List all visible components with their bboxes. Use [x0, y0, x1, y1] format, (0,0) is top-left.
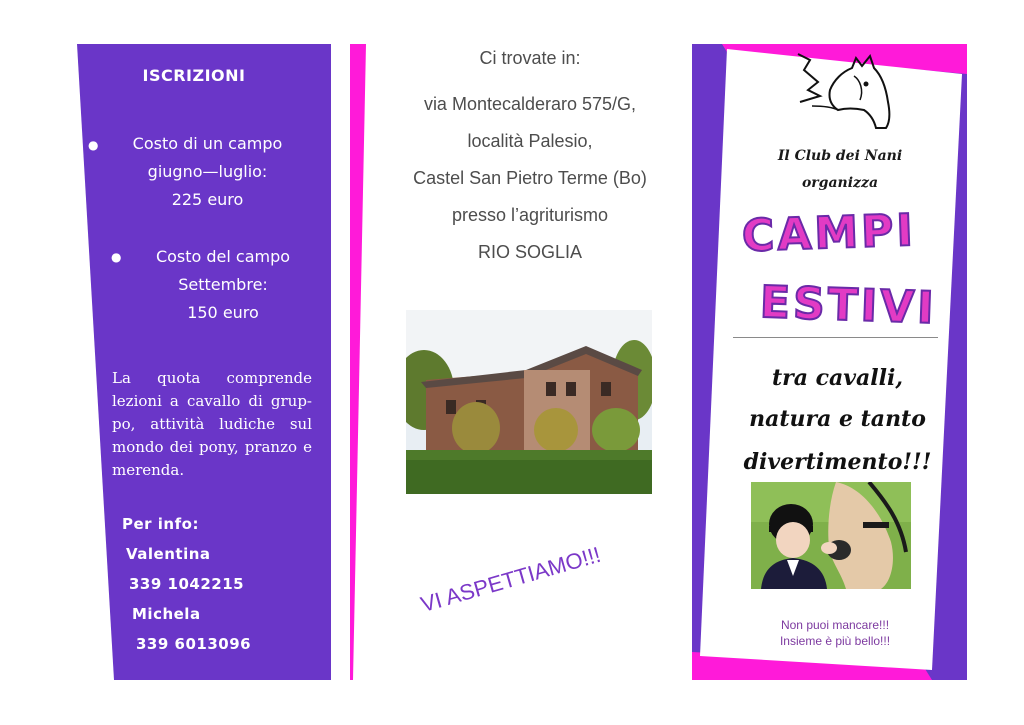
address-line-3: Castel San Pietro Terme (Bo) [413, 168, 647, 188]
bullet-icon: ● [111, 250, 122, 264]
tagline-line1: tra cavalli, [771, 365, 904, 391]
club-organizes: organizza [801, 175, 879, 191]
tagline-line3: divertimento!!! [743, 449, 932, 475]
contact-phone-2: 339 6013096 [136, 635, 252, 653]
registrations-title: ISCRIZIONI [142, 66, 246, 85]
contact-name-2: Michela [132, 605, 201, 623]
cost-september-line1: Costo del campo [155, 247, 291, 266]
cost-summer-line1: Costo di un campo [132, 134, 283, 153]
bullet-icon: ● [88, 138, 99, 152]
cost-september [118, 243, 328, 327]
address-line-5: RIO SOGLIA [477, 242, 583, 262]
title-estivi: ESTIVI [759, 276, 938, 335]
middle-magenta-stripe [350, 44, 366, 680]
cost-summer-price: 225 euro [171, 190, 244, 209]
location-heading: Ci trovate in: [479, 48, 581, 68]
footer-line1: Non puoi mancare!!! [780, 618, 890, 632]
footer-line2: Insieme è più bello!!! [779, 634, 891, 648]
farmhouse-photo [406, 310, 652, 494]
contact-phone-1: 339 1042215 [129, 575, 245, 593]
cost-summer [100, 130, 315, 214]
club-name: Il Club dei Nani [777, 148, 903, 164]
address-line-4: presso l’agriturismo [451, 205, 609, 225]
tagline-line2: natura e tanto [749, 406, 926, 432]
contact-name-1: Valentina [126, 545, 211, 563]
child-with-pony-photo [751, 482, 911, 589]
quota-description: La quota comprende lezioni a cavallo di grup-po, attività ludiche sul mondo dei pony, pranzo e merenda. [112, 369, 312, 479]
cost-september-line2: Settembre: [178, 275, 268, 294]
divider-line [733, 337, 938, 338]
address-line-2: località Palesio, [467, 131, 593, 151]
closing-message: VI ASPETTIAMO!!! [417, 541, 604, 618]
address-line-1: via Montecalderaro 575/G, [423, 94, 637, 114]
cost-summer-line2: giugno—luglio: [147, 162, 268, 181]
horse-logo-icon [790, 50, 895, 132]
info-label: Per info: [122, 515, 199, 533]
cost-september-price: 150 euro [187, 303, 259, 322]
title-campi: CAMPI [741, 204, 917, 263]
